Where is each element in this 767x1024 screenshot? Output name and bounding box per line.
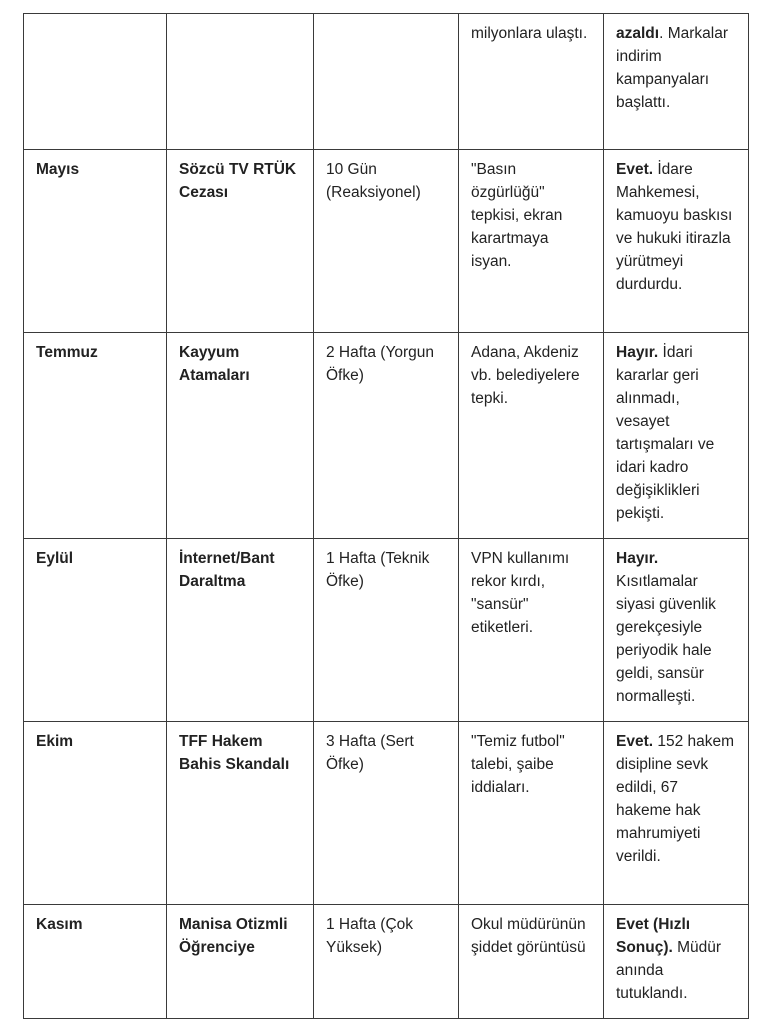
event-cell	[167, 14, 314, 150]
result-cell	[604, 722, 749, 905]
table-row	[24, 905, 749, 1019]
result-text: İdare Mahkemesi, kamuoyu baskısı ve hukuki itirazla yürütmeyi durdurdu.	[616, 161, 733, 293]
result-lead: Hayır.	[616, 344, 659, 361]
duration-cell: 1 Hafta (Çok Yüksek)	[314, 905, 459, 1019]
reaction-cell: milyonlara ulaştı.	[459, 14, 604, 150]
month-cell	[24, 14, 167, 150]
reaction-cell: Okul müdürünün şiddet görüntüsü	[459, 905, 604, 1019]
table-row	[24, 14, 749, 150]
month-cell: Kasım	[24, 905, 167, 1019]
document-table-container	[23, 13, 748, 1019]
month-cell: Mayıs	[24, 150, 167, 333]
table-row	[24, 333, 749, 539]
result-text: 152 hakem disipline sevk edildi, 67 hakeme hak mahrumiyeti verildi.	[616, 733, 735, 865]
result-lead: Hayır.	[616, 550, 659, 567]
duration-cell: 10 Gün (Reaksiyonel)	[314, 150, 459, 333]
reaction-cell: "Temiz futbol" talebi, şaibe iddiaları.	[459, 722, 604, 905]
event-cell: İnternet/Bant Daraltma	[167, 539, 314, 722]
table-row	[24, 150, 749, 333]
result-cell	[604, 905, 749, 1019]
duration-cell: 1 Hafta (Teknik Öfke)	[314, 539, 459, 722]
result-lead: Evet.	[616, 733, 654, 750]
result-cell	[604, 14, 749, 150]
result-cell	[604, 333, 749, 539]
result-text: Kısıtlamalar siyasi güvenlik gerekçesiyle periyodik hale geldi, sansür normalleşti.	[616, 573, 716, 705]
table-row	[24, 722, 749, 905]
event-cell: Manisa Otizmli Öğrenciye	[167, 905, 314, 1019]
result-lead: Evet.	[616, 161, 654, 178]
reaction-cell: VPN kullanımı rekor kırdı, "sansür" etiketleri.	[459, 539, 604, 722]
month-cell: Eylül	[24, 539, 167, 722]
month-cell: Ekim	[24, 722, 167, 905]
result-text: İdari kararlar geri alınmadı, vesayet tartışmaları ve idari kadro değişiklikleri pekişti.	[616, 344, 715, 522]
event-cell: TFF Hakem Bahis Skandalı	[167, 722, 314, 905]
result-lead: Evet (Hızlı Sonuç).	[616, 916, 691, 956]
month-cell: Temmuz	[24, 333, 167, 539]
duration-cell: 2 Hafta (Yorgun Öfke)	[314, 333, 459, 539]
result-text: Müdür anında tutuklandı.	[616, 939, 722, 1002]
result-cell	[604, 539, 749, 722]
event-cell: Sözcü TV RTÜK Cezası	[167, 150, 314, 333]
result-lead: azaldı	[616, 25, 660, 42]
duration-cell	[314, 14, 459, 150]
event-cell: Kayyum Atamaları	[167, 333, 314, 539]
reaction-cell: Adana, Akdeniz vb. belediyelere tepki.	[459, 333, 604, 539]
result-text: . Markalar indirim kampanyaları başlattı.	[616, 25, 728, 111]
duration-cell: 3 Hafta (Sert Öfke)	[314, 722, 459, 905]
table-row	[24, 539, 749, 722]
events-table	[23, 13, 749, 1019]
result-cell	[604, 150, 749, 333]
reaction-cell: "Basın özgürlüğü" tepkisi, ekran karartmaya isyan.	[459, 150, 604, 333]
